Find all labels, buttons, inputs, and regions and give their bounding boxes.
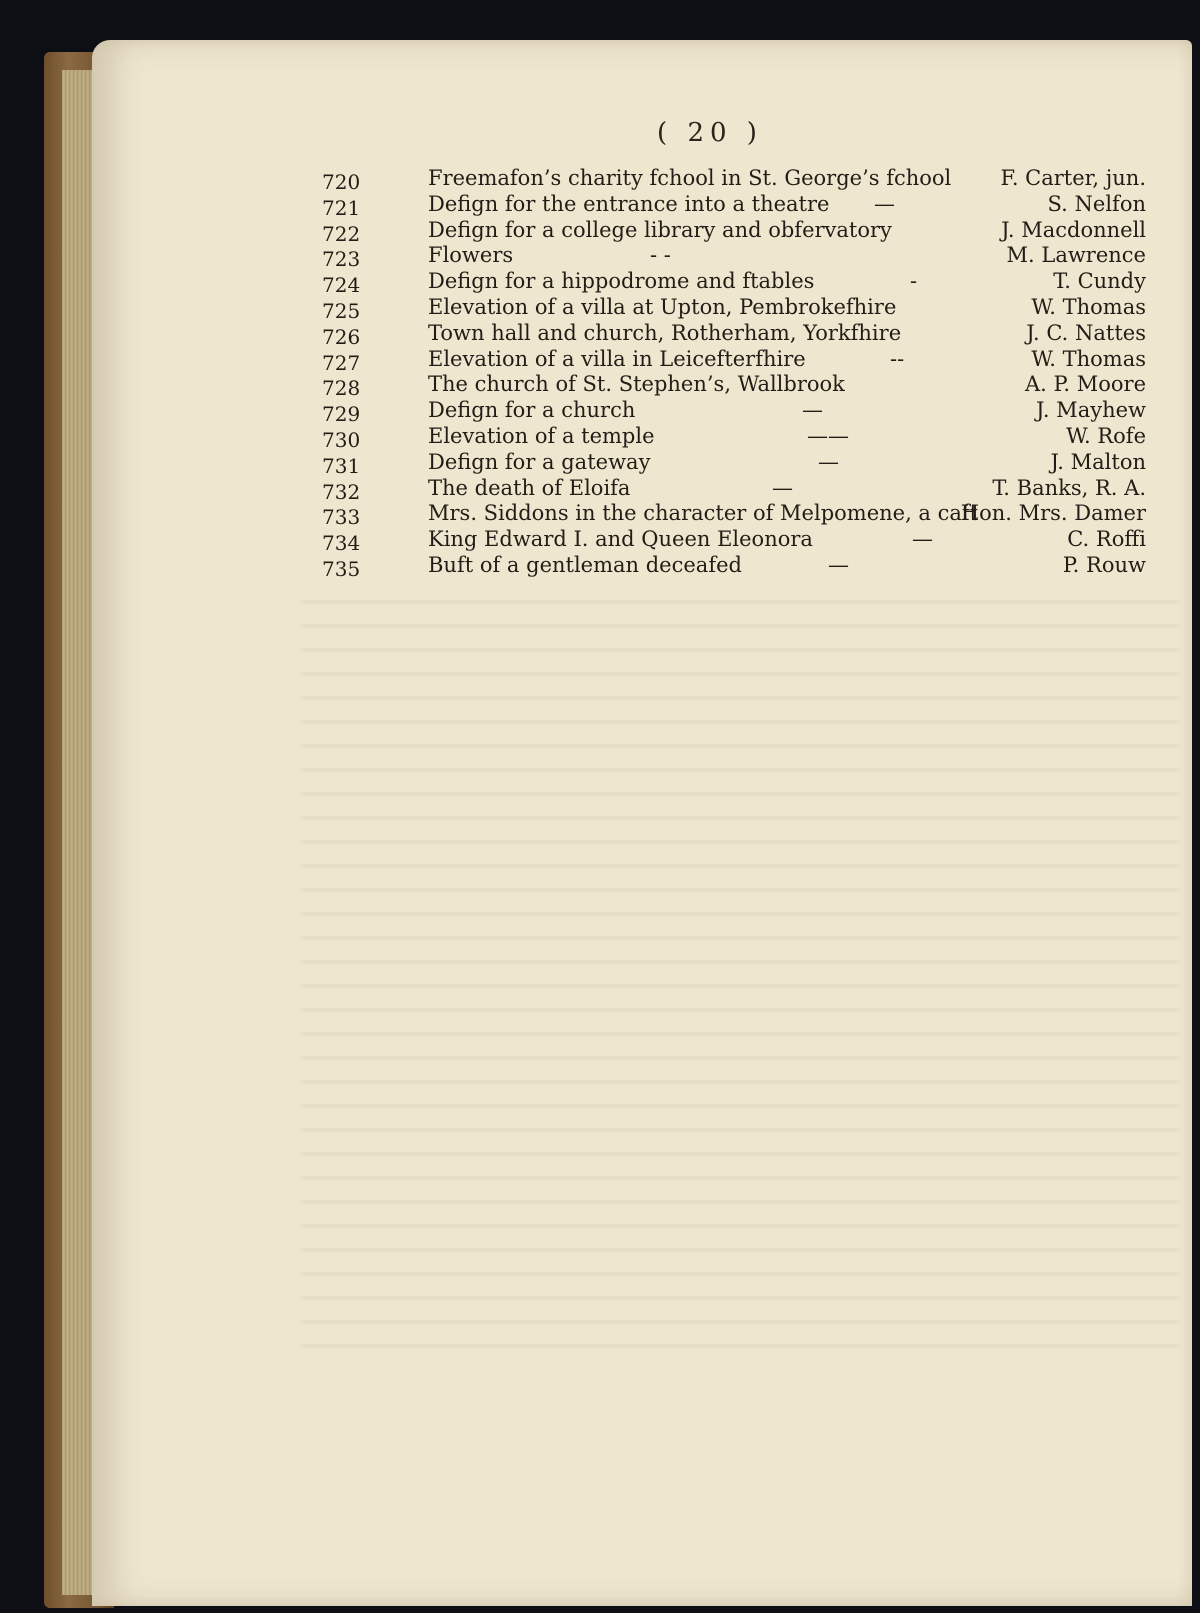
- entry-title: Elevation of a villa at Upton, Pembrokefhire: [428, 294, 897, 319]
- entry-number: 724: [322, 273, 361, 298]
- entry-dash: —: [874, 191, 895, 216]
- entry-artist: J. Mayhew: [1036, 398, 1146, 423]
- entry-number: 735: [322, 556, 361, 581]
- entry-dash: —: [772, 475, 793, 500]
- entry-artist: W. Thomas: [1031, 294, 1146, 319]
- entry-number: 723: [322, 247, 361, 272]
- entry-number: 725: [322, 298, 361, 323]
- entry-artist: M. Lawrence: [1006, 243, 1146, 268]
- entry-number: 726: [322, 324, 361, 349]
- catalogue-entry: [322, 166, 1146, 192]
- entry-title: Defign for a church: [428, 398, 636, 423]
- catalogue-entry: [322, 553, 1146, 579]
- entry-title: Defign for a hippodrome and ftables: [428, 269, 815, 294]
- catalogue-entry: [322, 450, 1146, 476]
- entry-title: Defign for a college library and obfervatory: [428, 217, 892, 242]
- catalogue-entry: [322, 527, 1146, 556]
- catalogue-entry: [322, 347, 1146, 373]
- catalogue-entry: [322, 243, 1146, 272]
- entry-title: Elevation of a villa in Leicefterfhire: [428, 346, 806, 371]
- catalogue-entry: [322, 321, 1146, 347]
- entry-dash: —: [912, 527, 933, 552]
- entry-number: 728: [322, 376, 361, 401]
- entry-number: 722: [322, 221, 361, 246]
- entry-number: 733: [322, 505, 361, 530]
- entry-title: The church of St. Stephen’s, Wallbrook: [428, 372, 845, 397]
- entry-artist: Hon. Mrs. Damer: [960, 501, 1146, 526]
- entry-title: Town hall and church, Rotherham, Yorkfhire: [428, 320, 902, 345]
- entry-artist: S. Nelfon: [1047, 191, 1146, 216]
- catalogue-entries: [322, 166, 1146, 579]
- entry-number: 734: [322, 531, 361, 556]
- entry-number: 729: [322, 402, 361, 427]
- entry-artist: W. Thomas: [1031, 346, 1146, 371]
- entry-artist: T. Cundy: [1053, 269, 1146, 294]
- entry-artist: A. P. Moore: [1025, 372, 1146, 397]
- catalogue-entry: [322, 501, 1146, 530]
- entry-artist: T. Banks, R. A.: [992, 475, 1146, 500]
- entry-title: Buft of a gentleman deceafed: [428, 552, 742, 577]
- entry-artist: J. Macdonnell: [1001, 217, 1146, 242]
- entry-number: 732: [322, 479, 361, 504]
- entry-artist: F. Carter, jun.: [1000, 166, 1146, 190]
- catalogue-entry: [322, 295, 1146, 321]
- entry-dash: - -: [650, 243, 671, 268]
- catalogue-entry: [322, 269, 1146, 298]
- entry-dash: —: [802, 398, 823, 423]
- entry-number: 720: [322, 170, 361, 194]
- entry-dash: —: [818, 449, 839, 474]
- entry-title: The death of Eloifa: [428, 475, 631, 500]
- entry-artist: C. Roffi: [1067, 527, 1146, 552]
- entry-number: 730: [322, 427, 361, 452]
- entry-dash: —: [828, 552, 849, 577]
- entry-title: Defign for a gateway: [428, 449, 651, 474]
- entry-number: 727: [322, 350, 361, 375]
- entry-title: Flowers: [428, 243, 514, 268]
- entry-number: 731: [322, 453, 361, 478]
- catalogue-entry: [322, 218, 1146, 244]
- entry-dash: -: [910, 269, 918, 294]
- entry-title: Defign for the entrance into a theatre: [428, 191, 830, 216]
- entry-number: 721: [322, 195, 361, 220]
- entry-dash: ——: [807, 423, 849, 448]
- catalogue-entry: [322, 476, 1146, 502]
- entry-title: Freemafon’s charity fchool in St. George’s fchool: [428, 166, 952, 190]
- catalogue-entry: [322, 192, 1146, 218]
- entry-artist: J. Malton: [1050, 449, 1146, 474]
- catalogue-entry: [322, 372, 1146, 401]
- entry-artist: P. Rouw: [1062, 552, 1146, 577]
- entry-title: King Edward I. and Queen Eleonora: [428, 527, 813, 552]
- catalogue-entry: [322, 424, 1146, 450]
- catalogue-entry: [322, 398, 1146, 427]
- entry-artist: J. C. Nattes: [1026, 320, 1146, 345]
- entry-dash: --: [890, 346, 905, 371]
- page-number: ( 20 ): [657, 118, 763, 148]
- entry-title: Mrs. Siddons in the character of Melpomene, a caft: [428, 501, 979, 526]
- entry-artist: W. Rofe: [1066, 423, 1146, 448]
- entry-title: Elevation of a temple: [428, 423, 655, 448]
